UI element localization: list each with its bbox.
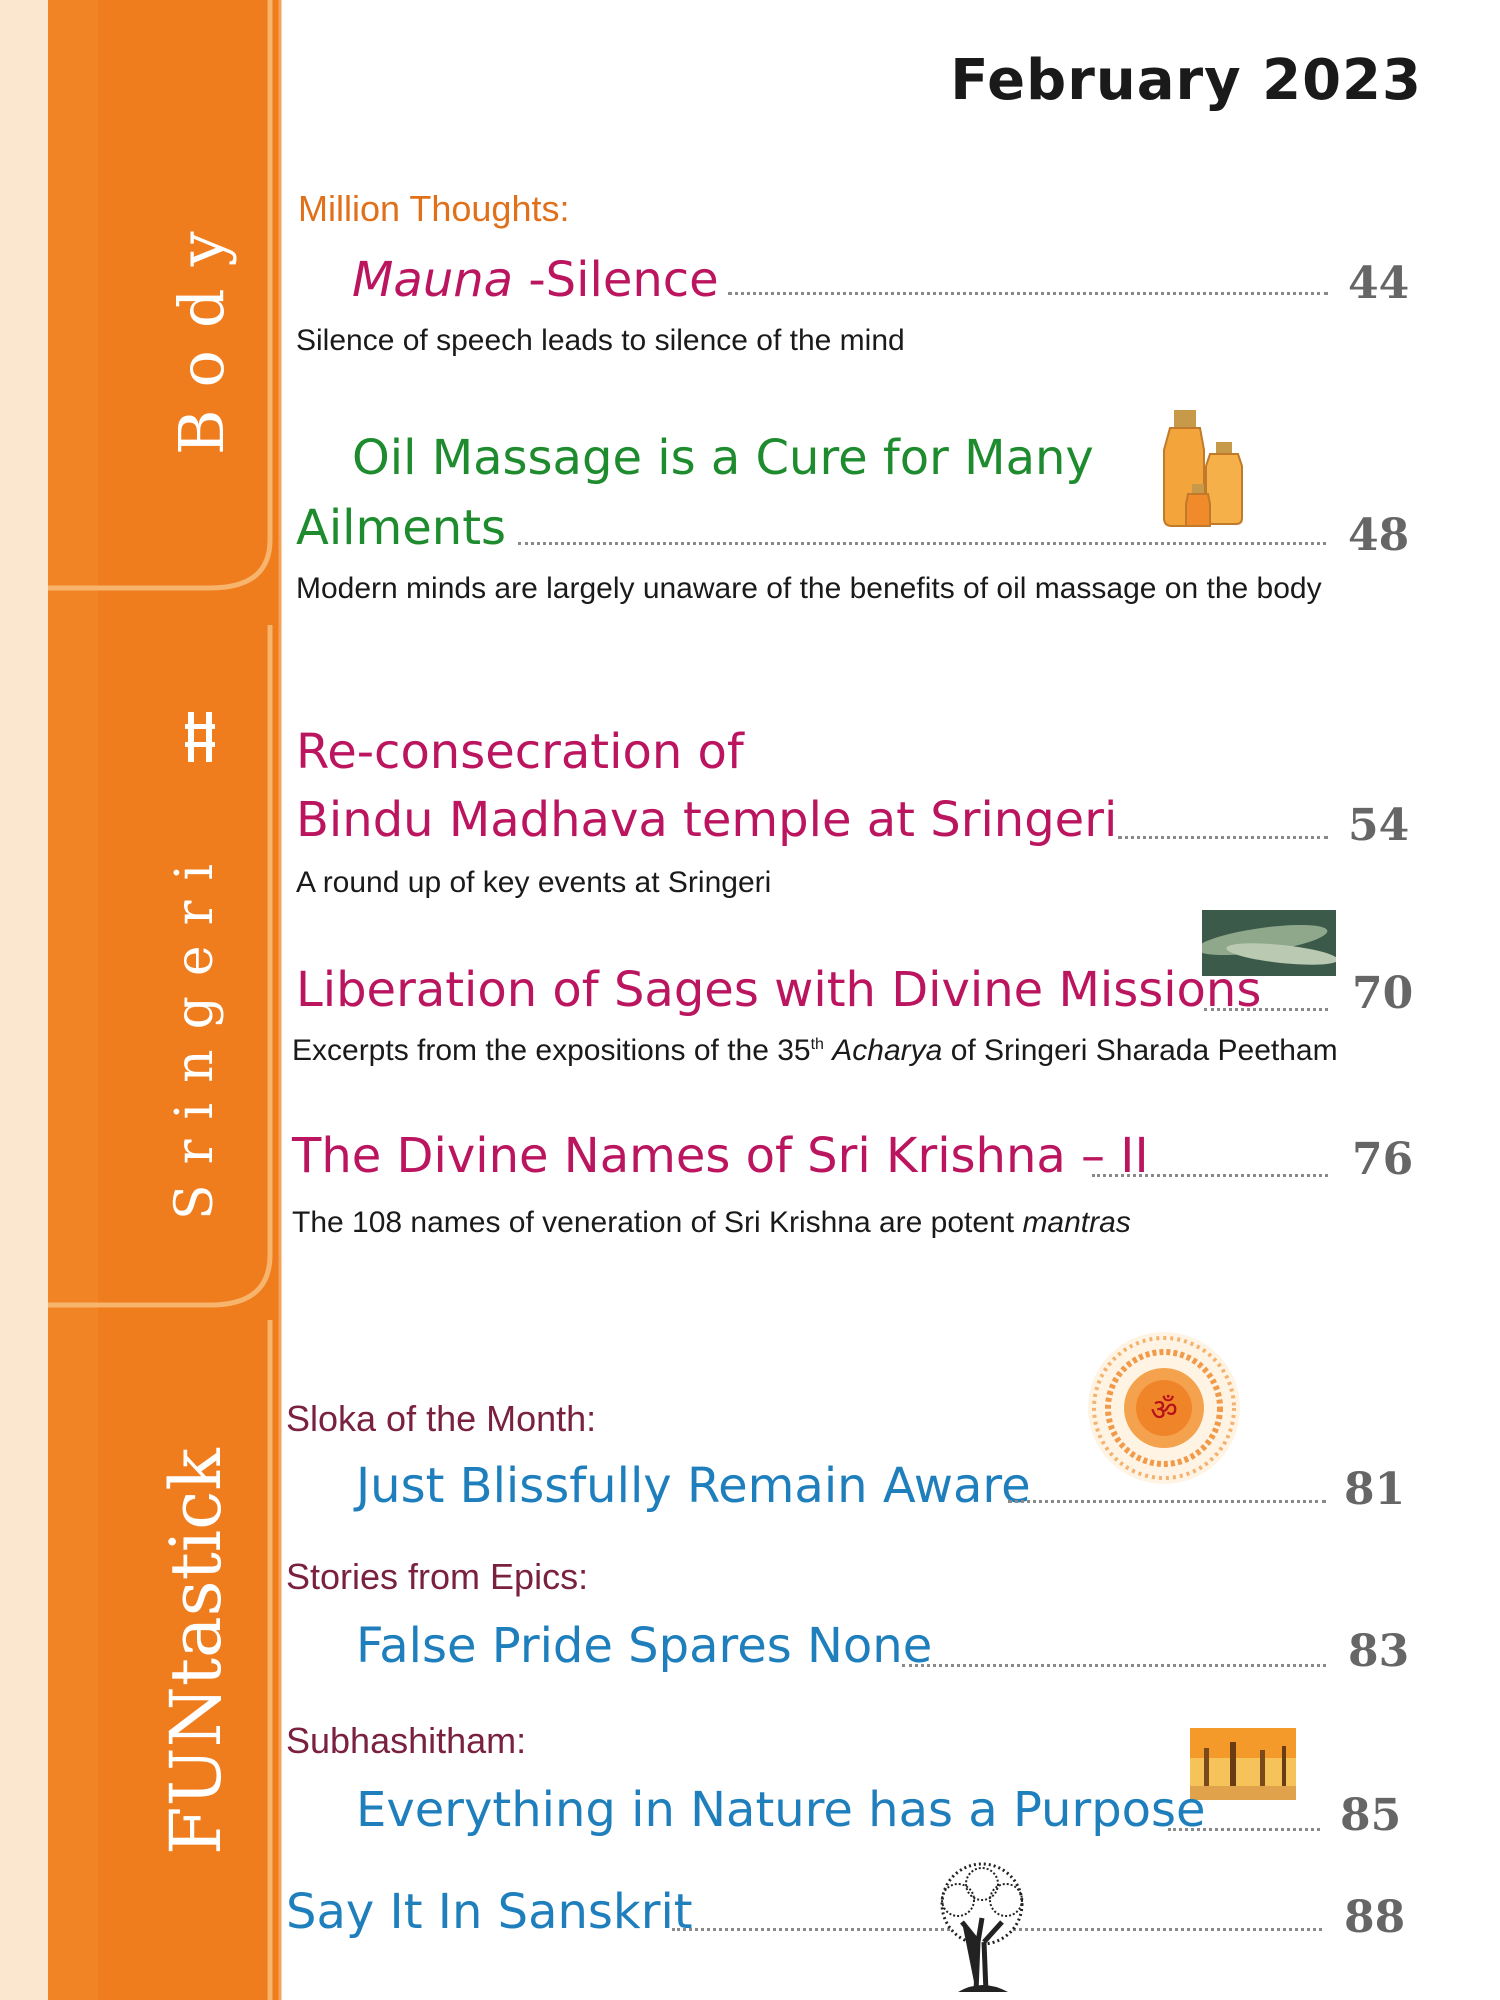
leader-dots bbox=[902, 1664, 1326, 1667]
page-number: 81 bbox=[1344, 1464, 1406, 1515]
subtitle-text: Excerpts from the expositions of the 35 bbox=[292, 1034, 811, 1067]
subtitle-emphasis: Acharya bbox=[832, 1034, 943, 1067]
toc-title-everything-in-nature[interactable]: Everything in Nature has a Purpose bbox=[356, 1782, 1206, 1838]
title-emphasis: Mauna bbox=[352, 252, 514, 308]
page-number: 76 bbox=[1352, 1134, 1414, 1185]
tree-icon bbox=[918, 1862, 1046, 1992]
title-text: -Silence bbox=[513, 252, 719, 308]
page-number: 44 bbox=[1348, 258, 1410, 309]
toc-subtitle bbox=[292, 1034, 1338, 1068]
oil-bottles-icon bbox=[1150, 400, 1250, 530]
toc-title-divine-names[interactable]: The Divine Names of Sri Krishna – II bbox=[292, 1128, 1149, 1184]
autumn-forest-icon bbox=[1190, 1728, 1296, 1800]
page-number: 88 bbox=[1344, 1892, 1406, 1943]
leader-dots bbox=[728, 292, 1328, 295]
sidebar-orange-band bbox=[0, 0, 290, 2000]
om-mandala-icon bbox=[1084, 1328, 1244, 1488]
sringeri-symbol-icon bbox=[185, 712, 215, 762]
leader-dots bbox=[1008, 1500, 1326, 1503]
section-label-funtastick: FUNtastick bbox=[155, 1448, 237, 1855]
subtitle-text: The 108 names of veneration of Sri Krishna are potent bbox=[292, 1206, 1023, 1239]
category-subhashitham: Subhashitham: bbox=[286, 1720, 527, 1761]
page-number: 83 bbox=[1348, 1626, 1410, 1677]
toc-title-oil-massage-line1[interactable]: Oil Massage is a Cure for Many bbox=[352, 430, 1094, 486]
leader-dots bbox=[1092, 1174, 1328, 1177]
page-number: 48 bbox=[1348, 510, 1410, 561]
issue-date: February 2023 bbox=[950, 48, 1422, 113]
leader-dots bbox=[1204, 1008, 1328, 1011]
page-number: 70 bbox=[1352, 968, 1414, 1019]
toc-subtitle bbox=[292, 1206, 1131, 1240]
section-label-sringeri: Sringeri bbox=[165, 843, 225, 1220]
toc-title-just-blissfully[interactable]: Just Blissfully Remain Aware bbox=[356, 1458, 1031, 1514]
category-million-thoughts: Million Thoughts: bbox=[298, 188, 570, 229]
toc-title-reconsecration-line1[interactable]: Re-consecration of bbox=[296, 724, 744, 780]
toc-subtitle: Modern minds are largely unaware of the benefits of oil massage on the body bbox=[296, 572, 1322, 605]
leader-dots bbox=[1118, 836, 1328, 839]
leader-dots bbox=[1168, 1828, 1320, 1831]
subtitle-text: of Sringeri Sharada Peetham bbox=[942, 1034, 1338, 1067]
page-number: 54 bbox=[1348, 800, 1410, 851]
toc-subtitle: A round up of key events at Sringeri bbox=[296, 866, 772, 899]
toc-title-liberation-of-sages[interactable]: Liberation of Sages with Divine Missions bbox=[296, 962, 1262, 1018]
subtitle-emphasis: mantras bbox=[1022, 1206, 1131, 1239]
category-sloka-of-the-month: Sloka of the Month: bbox=[286, 1398, 597, 1439]
section-label-body: Body bbox=[165, 209, 238, 455]
svg-text:ॐ: ॐ bbox=[1150, 1393, 1178, 1428]
toc-title-reconsecration-line2[interactable]: Bindu Madhava temple at Sringeri bbox=[296, 792, 1118, 848]
toc-title-mauna[interactable] bbox=[352, 252, 719, 308]
toc-title-false-pride[interactable]: False Pride Spares None bbox=[356, 1618, 933, 1674]
toc-subtitle: Silence of speech leads to silence of the mind bbox=[296, 324, 905, 357]
page-number: 85 bbox=[1340, 1790, 1402, 1841]
toc-title-oil-massage-line2[interactable]: Ailments bbox=[296, 500, 507, 556]
toc-title-say-it-in-sanskrit[interactable]: Say It In Sanskrit bbox=[286, 1884, 693, 1940]
subtitle-superscript: th bbox=[810, 1036, 824, 1053]
category-stories-from-epics: Stories from Epics: bbox=[286, 1556, 589, 1597]
leader-dots bbox=[518, 542, 1326, 545]
